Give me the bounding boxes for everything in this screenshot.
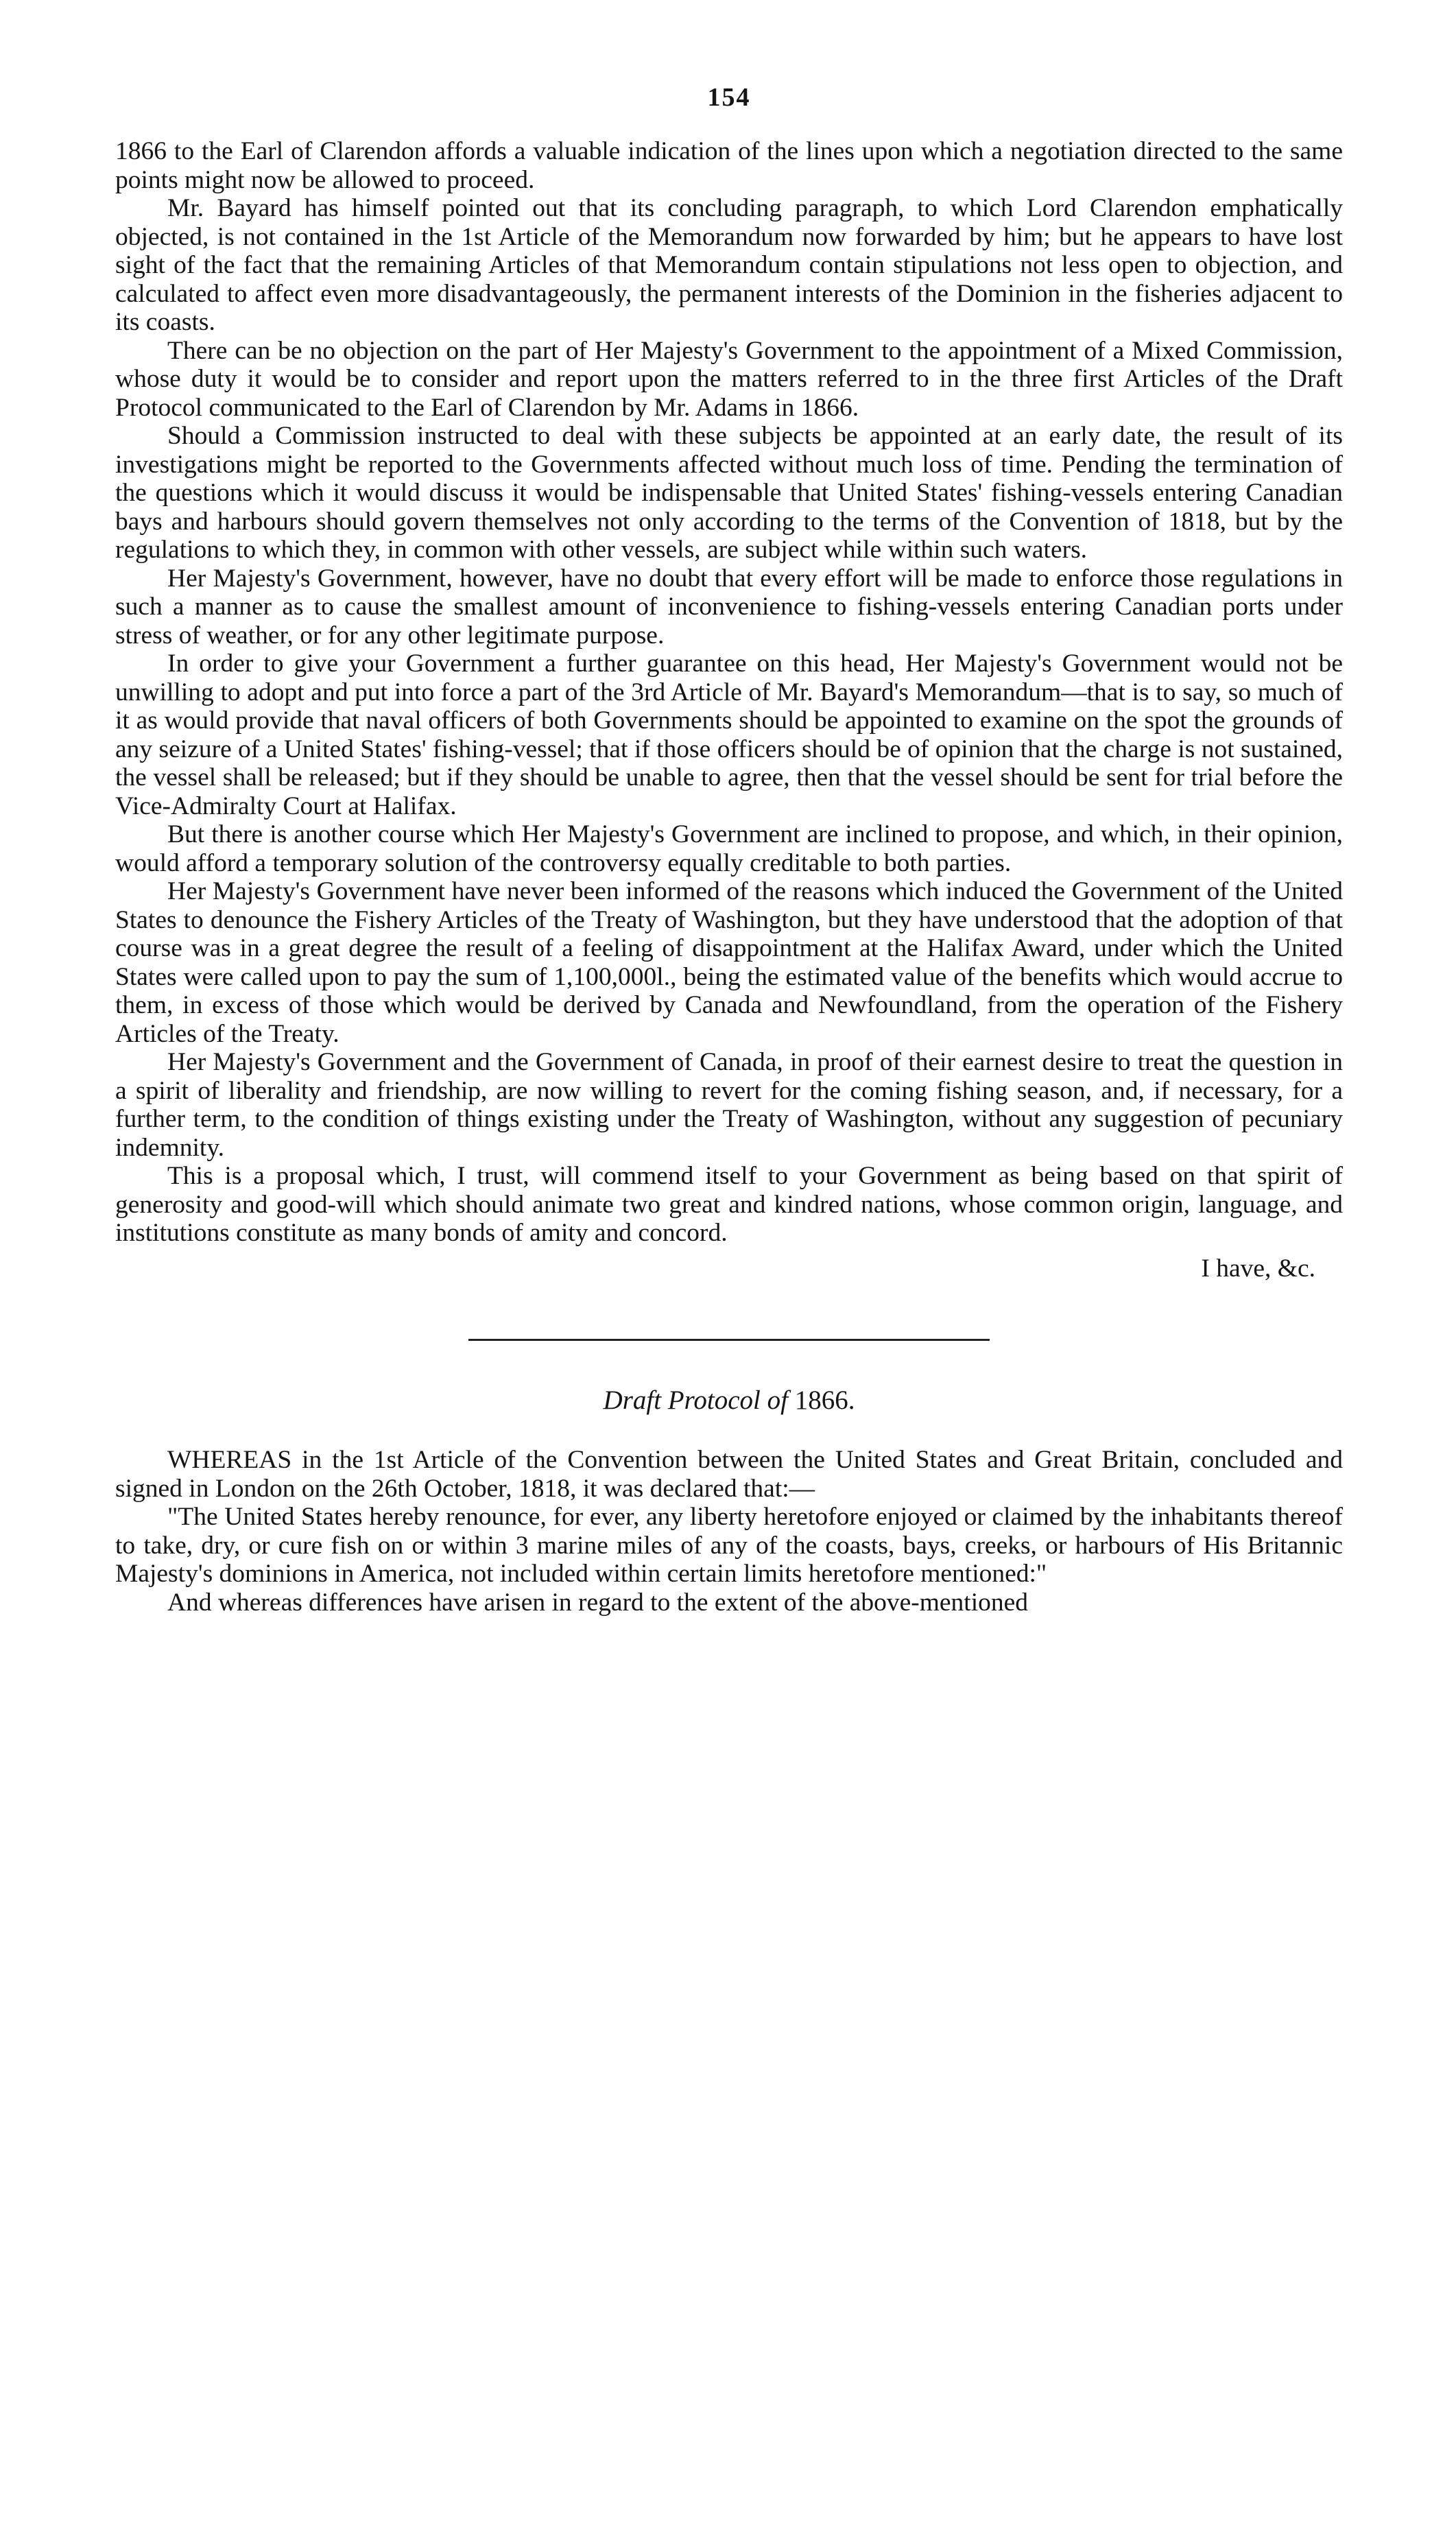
paragraph-continuation: 1866 to the Earl of Clarendon affords a valuable indication of the lines upon which a negotiation directed to the same points might now be allowed to proceed. — [115, 137, 1343, 194]
section-heading-title: Draft Protocol of — [603, 1385, 788, 1415]
section-heading-year: 1866. — [794, 1385, 855, 1415]
paragraph-proposal: This is a proposal which, I trust, will commend itself to your Government as being based on that spirit of generosity and good-will which should animate two great and kindred nations, whose common origin, language, and institutions constitute as many bonds of amity and concord. — [115, 1162, 1343, 1247]
paragraph-guarantee: In order to give your Government a further guarantee on this head, Her Majesty's Government would not be unwilling to adopt and put into force a part of the 3rd Article of Mr. Bayard's Memorandum—that is to say, so much of it as would provide that naval officers of both Governments should be appointed to examine on the spot the grounds of any seizure of a United States' fishing-vessel; that if those officers should be of opinion that the charge is not sustained, the vessel shall be released; but if they should be unable to agree, then that the vessel should be sent for trial before the Vice-Admiralty Court at Halifax. — [115, 650, 1343, 820]
paragraph-bayard-memorandum: Mr. Bayard has himself pointed out that its concluding paragraph, to which Lord Clarendon emphatically objected, is not contained in the 1st Article of the Memorandum now forwarded by him; but he appears to have lost sight of the fact that the remaining Articles of that Memorandum contain stipulations not less open to objection, and calculated to affect even more disadvantageously, the permanent interests of the Dominion in the fisheries adjacent to its coasts. — [115, 194, 1343, 336]
paragraph-commission-instructed: Should a Commission instructed to deal with these subjects be appointed at an early date, the result of its investigations might be reported to the Governments affected without much loss of time. Pending the termination of the questions which it would discuss it would be indispensable that United States' fishing-vessels entering Canadian bays and harbours should govern themselves not only according to the terms of the Convention of 1818, but by the regulations to which they, in common with other vessels, are subject while within such waters. — [115, 422, 1343, 564]
paragraph-revert-condition: Her Majesty's Government and the Government of Canada, in proof of their earnest desire to treat the question in a spirit of liberality and friendship, are now willing to revert for the coming fishing season, and, if necessary, for a further term, to the condition of things existing under the Treaty of Washington, without any suggestion of pecuniary indemnity. — [115, 1048, 1343, 1162]
section-divider — [468, 1339, 990, 1341]
closing-signoff: I have, &c. — [1201, 1254, 1315, 1283]
paragraph-mixed-commission: There can be no objection on the part of Her Majesty's Government to the appointment of a Mixed Commission, whose duty it would be to consider and report upon the matters referred to in the three first Articles of the Draft Protocol communicated to the Earl of Clarendon by Mr. Adams in 1866. — [115, 336, 1343, 422]
section-heading — [115, 1385, 1343, 1416]
protocol-paragraph-quotation: "The United States hereby renounce, for ever, any liberty heretofore enjoyed or claimed by the inhabitants thereof to take, dry, or cure fish on or within 3 marine miles of any of the coasts, bays, creeks, or harbours of His Britannic Majesty's dominions in America, not included within certain limits heretofore mentioned:" — [115, 1503, 1343, 1588]
paragraph-treaty-of-washington: Her Majesty's Government have never been informed of the reasons which induced the Government of the United States to denounce the Fishery Articles of the Treaty of Washington, but they have understood that the adoption of that course was in a great degree the result of a feeling of disappointment at the Halifax Award, under which the United States were called upon to pay the sum of 1,100,000l., being the estimated value of the benefits which would accrue to them, in excess of those which would be derived by Canada and Newfoundland, from the operation of the Fishery Articles of the Treaty. — [115, 877, 1343, 1048]
paragraph-enforce-regulations: Her Majesty's Government, however, have no doubt that every effort will be made to enforce those regulations in such a manner as to cause the smallest amount of inconvenience to fishing-vessels entering Canadian ports under stress of weather, or for any other legitimate purpose. — [115, 564, 1343, 650]
document-page — [115, 82, 1343, 1617]
paragraph-another-course: But there is another course which Her Majesty's Government are inclined to propose, and which, in their opinion, would afford a temporary solution of the controversy equally creditable to both parties. — [115, 820, 1343, 877]
protocol-paragraph-and-whereas: And whereas differences have arisen in regard to the extent of the above-mentioned — [167, 1588, 1029, 1617]
page-number: 154 — [707, 83, 751, 112]
protocol-paragraph-whereas: WHEREAS in the 1st Article of the Convention between the United States and Great Britain, concluded and signed in London on the 26th October, 1818, it was declared that:— — [115, 1446, 1343, 1503]
